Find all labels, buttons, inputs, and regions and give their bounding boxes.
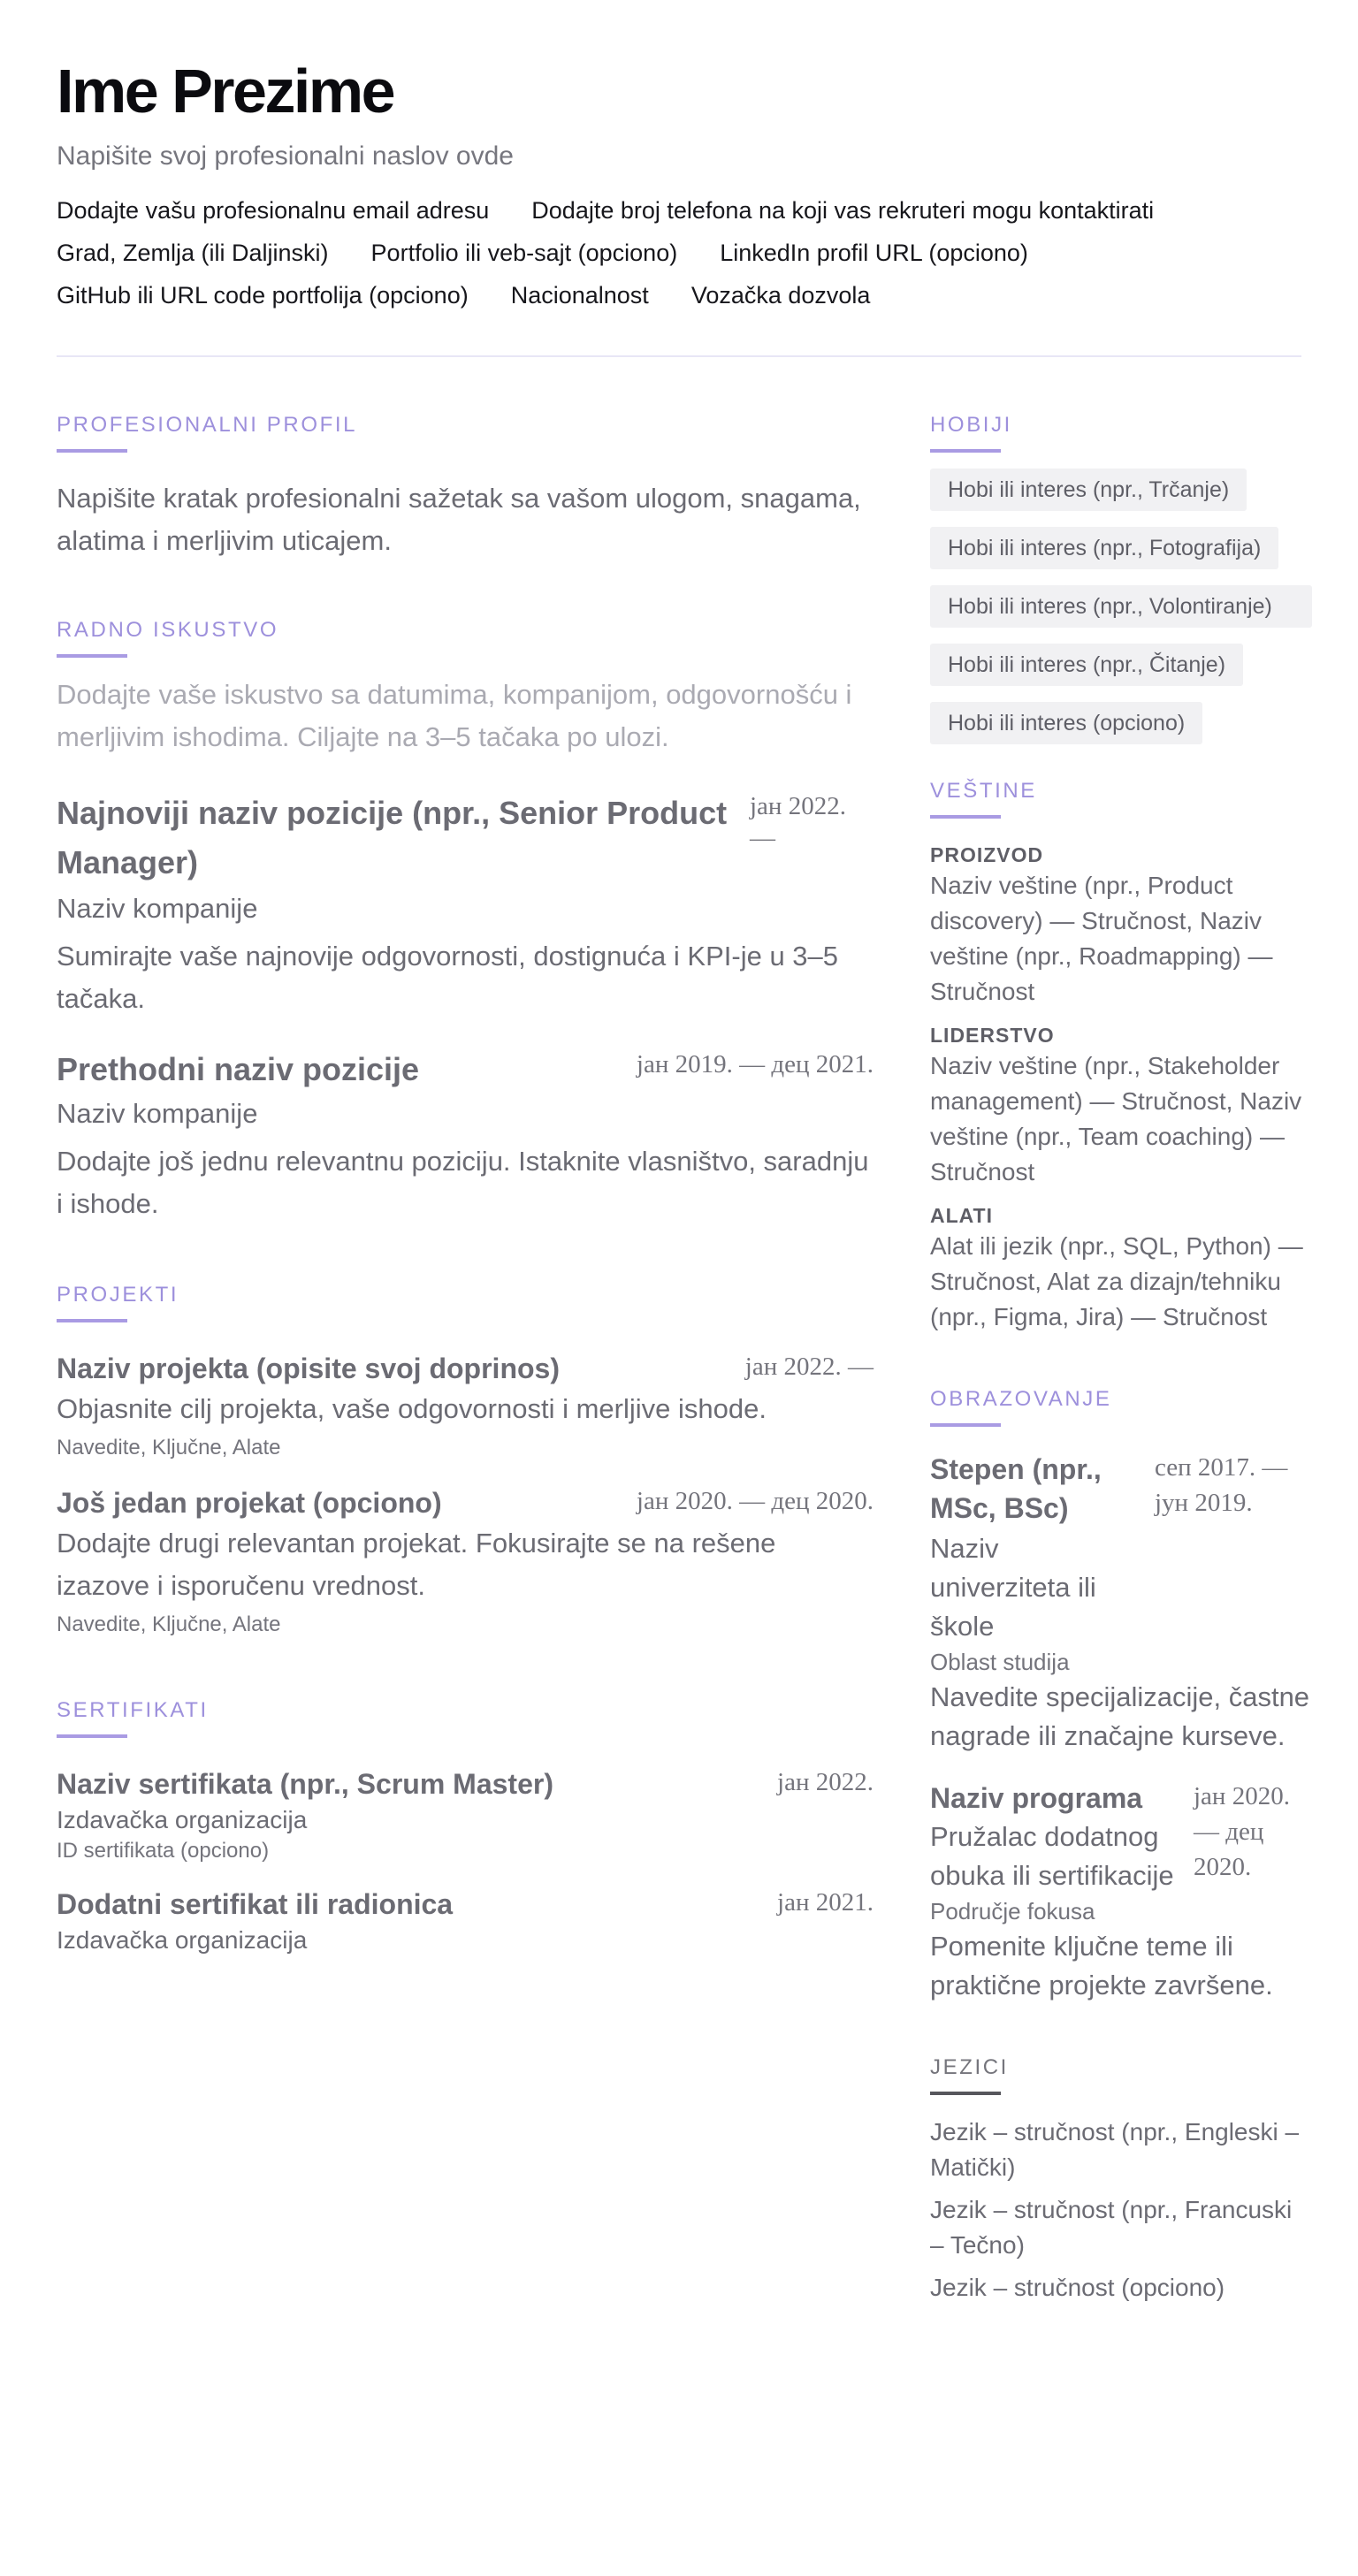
job-description: Sumirajte vaše najnovije odgovornosti, dostignuća i KPI-je u 3–5 tačaka. xyxy=(57,941,839,1014)
company-name: Naziv kompanije xyxy=(57,1098,258,1129)
skill-values: Alat ili jezik (npr., SQL, Python) — Stručnost, Alat za dizajn/tehniku (npr., Figma, Jira) — Stručnost xyxy=(930,1232,1303,1330)
candidate-name: Ime Prezime xyxy=(57,57,394,126)
certificate-item xyxy=(57,1764,874,1865)
hobby-chip: Hobi ili interes (npr., Čitanje) xyxy=(930,644,1243,686)
hobbies-section xyxy=(930,412,1312,744)
skill-group xyxy=(930,1202,1312,1335)
hobby-chip: Hobi ili interes (opciono) xyxy=(930,702,1202,744)
job-description: Dodajte još jednu relevantnu poziciju. Istaknite vlasništvo, saradnju i ishode. xyxy=(57,1146,869,1219)
certificate-id: ID sertifikata (opciono) xyxy=(57,1839,270,1863)
section-title-projects: PROJEKTI xyxy=(57,1283,179,1307)
certificate-item xyxy=(57,1885,874,1957)
contact-list xyxy=(57,194,1312,311)
experience-item xyxy=(57,789,874,1020)
hobby-chip: Hobi ili interes (npr., Volontiranje) xyxy=(930,585,1312,628)
project-title: Još jedan projekat (opciono) xyxy=(57,1487,442,1519)
section-rule xyxy=(930,815,1001,819)
education-section xyxy=(930,1386,1312,2005)
provider-name: Pružalac dodatnog obuka ili sertifikacije xyxy=(930,1821,1174,1891)
section-rule xyxy=(57,449,127,453)
project-tags: Navedite, Ključne, Alate xyxy=(57,1436,281,1459)
section-rule xyxy=(930,2092,1001,2095)
certificate-date: јан 2022. xyxy=(777,1768,874,1796)
section-title-experience: RADNO ISKUSTVO xyxy=(57,618,279,642)
section-rule xyxy=(930,449,1001,453)
job-date: јан 2022. — xyxy=(750,792,846,852)
section-title-certificates: SERTIFIKATI xyxy=(57,1698,209,1722)
school-name: Naziv univerziteta ili škole xyxy=(930,1533,1096,1642)
certificate-issuer: Izdavačka organizacija xyxy=(57,1926,308,1954)
section-rule xyxy=(57,1319,127,1322)
languages-section xyxy=(930,2054,1312,2305)
experience-hint: Dodajte vaše iskustvo sa datumima, kompanijom, odgovornošću i merljivim ishodima. Ciljajte na 3–5 tačaka po ulozi. xyxy=(57,679,852,752)
job-title: Prethodni naziv pozicije xyxy=(57,1051,420,1087)
sidebar-column xyxy=(930,412,1312,2305)
education-description: Pomenite ključne teme ili praktične projekte završene. xyxy=(930,1931,1273,2001)
job-date: јан 2019. — дец 2021. xyxy=(636,1050,874,1078)
main-column xyxy=(57,412,874,1957)
skill-group xyxy=(930,842,1312,1010)
contact-drivers-license: Vozačka dozvola xyxy=(690,282,871,309)
project-item xyxy=(57,1483,874,1639)
education-item xyxy=(930,1450,1312,1756)
section-title-education: OBRAZOVANJE xyxy=(930,1387,1112,1411)
section-rule xyxy=(930,1423,1001,1427)
experience-item xyxy=(57,1045,874,1225)
language-list xyxy=(930,2115,1312,2305)
project-tags: Navedite, Ključne, Alate xyxy=(57,1612,281,1636)
certificate-issuer: Izdavačka organizacija xyxy=(57,1806,308,1833)
profile-section xyxy=(57,412,874,562)
education-date: јан 2020. — дец 2020. xyxy=(1194,1782,1290,1881)
certificate-date: јан 2021. xyxy=(777,1888,874,1917)
program-title: Naziv programa xyxy=(930,1782,1143,1814)
certificate-title: Dodatni sertifikat ili radionica xyxy=(57,1888,454,1920)
education-description: Navedite specijalizacije, častne nagrade ili značajne kurseve. xyxy=(930,1681,1310,1751)
project-title: Naziv projekta (opisite svoj doprinos) xyxy=(57,1353,560,1384)
section-title-hobbies: HOBIJI xyxy=(930,413,1012,437)
contact-location: Grad, Zemlja (ili Daljinski) xyxy=(57,240,329,266)
education-item xyxy=(930,1779,1312,2005)
project-date: јан 2020. — дец 2020. xyxy=(636,1487,874,1515)
section-title-skills: VEŠTINE xyxy=(930,779,1037,803)
project-description: Objasnite cilj projekta, vaše odgovornosti i merljive ishode. xyxy=(57,1393,767,1424)
contact-phone[interactable]: Dodajte broj telefona na koji vas rekruteri mogu kontaktirati xyxy=(531,197,1155,224)
language-item: Jezik – stručnost (opciono) xyxy=(930,2274,1225,2301)
profile-summary: Napišite kratak profesionalni sažetak sa vašom ulogom, snagama, alatima i merljivim uticajem. xyxy=(57,483,861,556)
focus-area: Područje fokusa xyxy=(930,1898,1095,1924)
skill-values: Naziv veštine (npr., Product discovery) — Stručnost, Naziv veštine (npr., Roadmapping) — Stručnost xyxy=(930,872,1273,1005)
skill-values: Naziv veštine (npr., Stakeholder management) — Stručnost, Naziv veštine (npr., Team coaching) — Stručnost xyxy=(930,1052,1302,1185)
hobby-chip: Hobi ili interes (npr., Fotografija) xyxy=(930,527,1278,569)
section-rule xyxy=(57,654,127,658)
degree-title: Stepen (npr., MSc, BSc) xyxy=(930,1453,1102,1524)
project-date: јан 2022. — xyxy=(744,1353,874,1381)
projects-section xyxy=(57,1282,874,1639)
certificate-title: Naziv sertifikata (npr., Scrum Master) xyxy=(57,1768,553,1800)
contact-github[interactable]: GitHub ili URL code portfolija (opciono) xyxy=(57,282,469,309)
field-of-study: Oblast studija xyxy=(930,1649,1070,1675)
language-item: Jezik – stručnost (npr., Engleski – Matički) xyxy=(930,2118,1300,2181)
experience-section xyxy=(57,617,874,1225)
contact-email[interactable]: Dodajte vašu profesionalnu email adresu xyxy=(57,197,490,224)
header-divider xyxy=(57,355,1301,357)
hobby-list xyxy=(930,469,1312,744)
professional-headline: Napišite svoj profesionalni naslov ovde xyxy=(57,141,514,171)
project-description: Dodajte drugi relevantan projekat. Fokusirajte se na rešene izazove i isporučenu vrednost. xyxy=(57,1528,776,1601)
skill-category: ALATI xyxy=(930,1204,994,1227)
job-title: Najnoviji naziv pozicije (npr., Senior Product Manager) xyxy=(57,795,728,880)
education-date: сеп 2017. — јун 2019. xyxy=(1155,1453,1288,1517)
skill-category: LIDERSTVO xyxy=(930,1024,1055,1047)
contact-linkedin[interactable]: LinkedIn profil URL (opciono) xyxy=(720,240,1028,266)
section-rule xyxy=(57,1734,127,1738)
contact-portfolio[interactable]: Portfolio ili veb-sajt (opciono) xyxy=(370,240,678,266)
project-item xyxy=(57,1349,874,1462)
skill-group xyxy=(930,1022,1312,1190)
skills-section xyxy=(930,778,1312,1335)
company-name: Naziv kompanije xyxy=(57,893,258,924)
contact-nationality: Nacionalnost xyxy=(510,282,649,309)
section-title-languages: JEZICI xyxy=(930,2055,1009,2079)
hobby-chip: Hobi ili interes (npr., Trčanje) xyxy=(930,469,1247,511)
section-title-profile: PROFESIONALNI PROFIL xyxy=(57,413,358,437)
certificates-section xyxy=(57,1697,874,1957)
skill-category: PROIZVOD xyxy=(930,843,1044,866)
language-item: Jezik – stručnost (npr., Francuski – Tečno) xyxy=(930,2196,1293,2259)
